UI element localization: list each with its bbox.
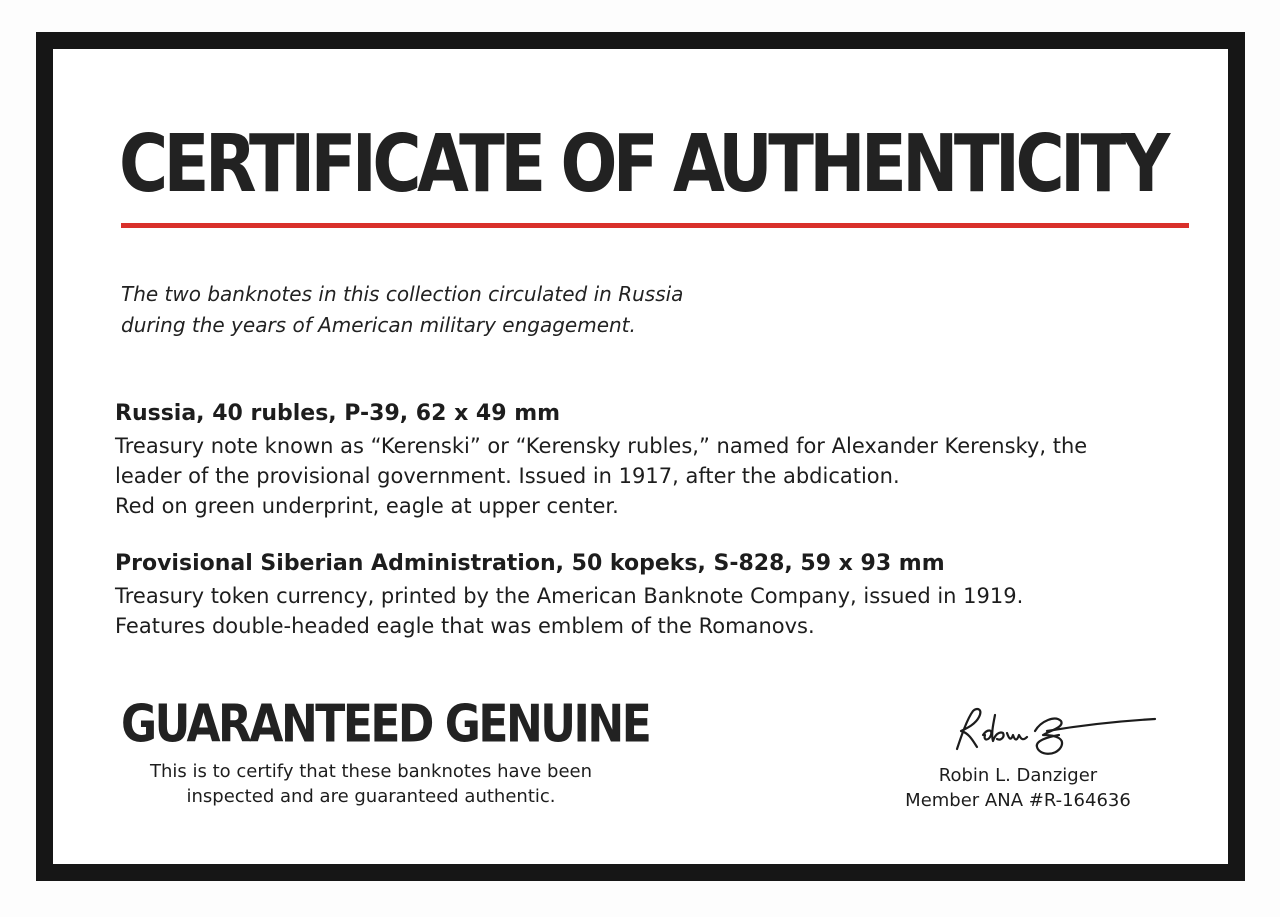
- description-line: Treasury note known as “Kerenski” or “Kerensky rubles,” named for Alexander Kerensky, the: [115, 434, 1088, 458]
- banknote-heading: Provisional Siberian Administration, 50 kopeks, S-828, 59 x 93 mm: [115, 551, 945, 576]
- intro-line: during the years of American military engagement.: [121, 313, 636, 337]
- guarantee-statement: [121, 759, 621, 809]
- banknote-description: [115, 581, 1205, 641]
- description-line: Red on green underprint, eagle at upper center.: [115, 494, 619, 518]
- signer-name: Robin L. Danziger: [938, 765, 1098, 786]
- description-line: leader of the provisional government. Issued in 1917, after the abdication.: [115, 464, 900, 488]
- guarantee-line: inspected and are guaranteed authentic.: [186, 786, 556, 807]
- handwritten-signature: [943, 701, 1163, 761]
- banknote-heading: Russia, 40 rubles, P-39, 62 x 49 mm: [115, 401, 561, 426]
- title-underline: [121, 223, 1189, 228]
- description-line: Features double-headed eagle that was emblem of the Romanovs.: [115, 614, 815, 638]
- signer-membership: Member ANA #R-164636: [905, 790, 1131, 811]
- certificate-title: CERTIFICATE OF AUTHENTICITY: [119, 117, 1166, 211]
- guarantee-line: This is to certify that these banknotes have been: [149, 761, 593, 782]
- intro-line: The two banknotes in this collection circulated in Russia: [121, 282, 684, 306]
- signature-block: [893, 701, 1143, 813]
- banknote-description: [115, 431, 1205, 521]
- banknote-entry-rubles: [115, 397, 1205, 521]
- certificate-frame: [36, 32, 1245, 881]
- description-line: Treasury token currency, printed by the American Banknote Company, issued in 1919.: [115, 584, 1024, 608]
- banknote-entry-kopeks: [115, 547, 1205, 641]
- intro-text: [121, 279, 881, 341]
- guarantee-title: GUARANTEED GENUINE: [121, 694, 650, 755]
